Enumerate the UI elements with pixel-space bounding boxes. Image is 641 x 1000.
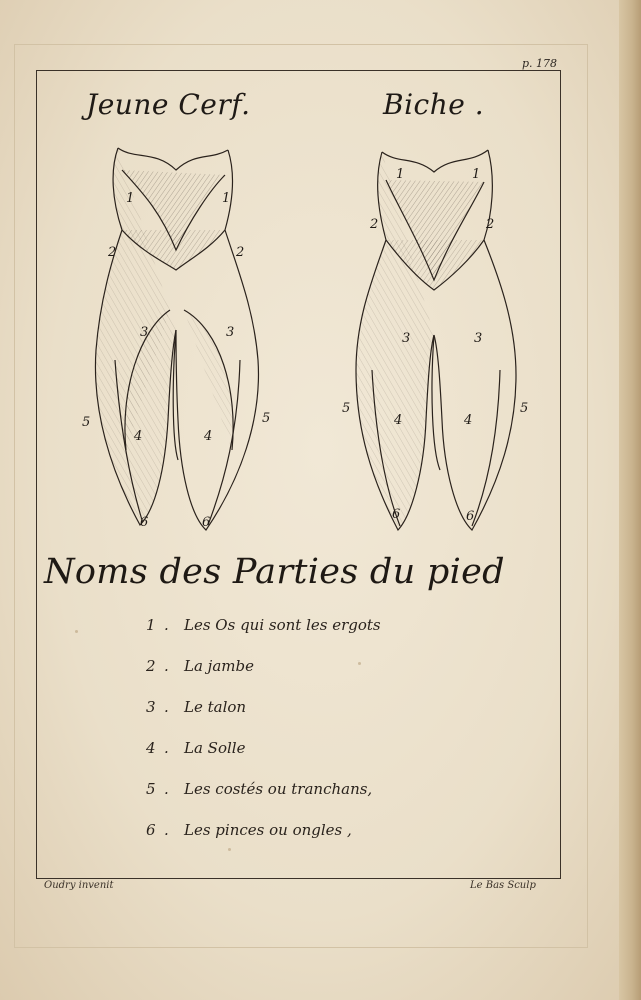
legend-number: 1: [146, 616, 156, 634]
legend-separator: .: [164, 657, 169, 675]
legend-item: [146, 821, 506, 862]
callout-6-left: 6: [140, 515, 149, 530]
callout-3-left: 3: [140, 325, 149, 340]
callout-2-left: 2: [108, 245, 117, 260]
credit-engraver: Le Bas Sculp: [470, 880, 536, 891]
callout-5-right: 5: [262, 411, 271, 426]
legend-item: [146, 739, 506, 780]
callout-4-left: 4: [134, 429, 143, 444]
callout-4-right: 4: [204, 429, 213, 444]
callout-3-left-doe: 3: [402, 331, 411, 346]
plate-heading: Noms des Parties du pied: [44, 552, 505, 592]
callout-3-right-doe: 3: [474, 331, 483, 346]
callout-4-right-doe: 4: [464, 413, 473, 428]
legend-separator: .: [164, 616, 169, 634]
legend-text: La Solle: [184, 739, 246, 757]
legend-item: [146, 657, 506, 698]
paper-speck: [358, 662, 361, 665]
legend-number: 4: [146, 739, 156, 757]
parts-legend: [146, 616, 506, 862]
callout-3-right: 3: [226, 325, 235, 340]
legend-item: [146, 616, 506, 657]
legend-separator: .: [164, 780, 169, 798]
callout-5-left: 5: [82, 415, 91, 430]
paper-speck: [75, 630, 78, 633]
callout-4-left-doe: 4: [394, 413, 403, 428]
legend-text: Les Os qui sont les ergots: [184, 616, 381, 634]
callout-1-left: 1: [126, 191, 135, 206]
legend-separator: .: [164, 698, 169, 716]
callout-6-right-doe: 6: [466, 509, 475, 524]
legend-number: 6: [146, 821, 156, 839]
legend-number: 2: [146, 657, 156, 675]
callout-6-right: 6: [202, 515, 211, 530]
legend-separator: .: [164, 821, 169, 839]
legend-item: [146, 780, 506, 821]
legend-separator: .: [164, 739, 169, 757]
credit-designer: Oudry invenit: [44, 880, 114, 891]
book-spine-edge: [619, 0, 641, 1000]
legend-text: Les costés ou tranchans,: [184, 780, 373, 798]
callout-1-right: 1: [222, 191, 231, 206]
legend-number: 5: [146, 780, 156, 798]
doe-hoof-drawing: [356, 150, 516, 530]
paper-speck: [228, 848, 231, 851]
legend-text: Le talon: [184, 698, 247, 716]
legend-text: La jambe: [184, 657, 254, 675]
page-number: p. 178: [521, 57, 557, 70]
legend-item: [146, 698, 506, 739]
legend-number: 3: [146, 698, 156, 716]
callout-5-left-doe: 5: [342, 401, 351, 416]
hoof-illustration: [60, 130, 540, 550]
callout-6-left-doe: 6: [392, 507, 401, 522]
callout-2-left-doe: 2: [370, 217, 379, 232]
figure-title-doe: Biche .: [383, 88, 485, 121]
callout-2-right: 2: [236, 245, 245, 260]
figure-title-young-stag: Jeune Cerf.: [86, 88, 251, 121]
legend-text: Les pinces ou ongles ,: [184, 821, 352, 839]
callout-2-right-doe: 2: [486, 217, 495, 232]
callout-1-left-doe: 1: [396, 167, 405, 182]
callout-5-right-doe: 5: [520, 401, 529, 416]
callout-1-right-doe: 1: [472, 167, 481, 182]
